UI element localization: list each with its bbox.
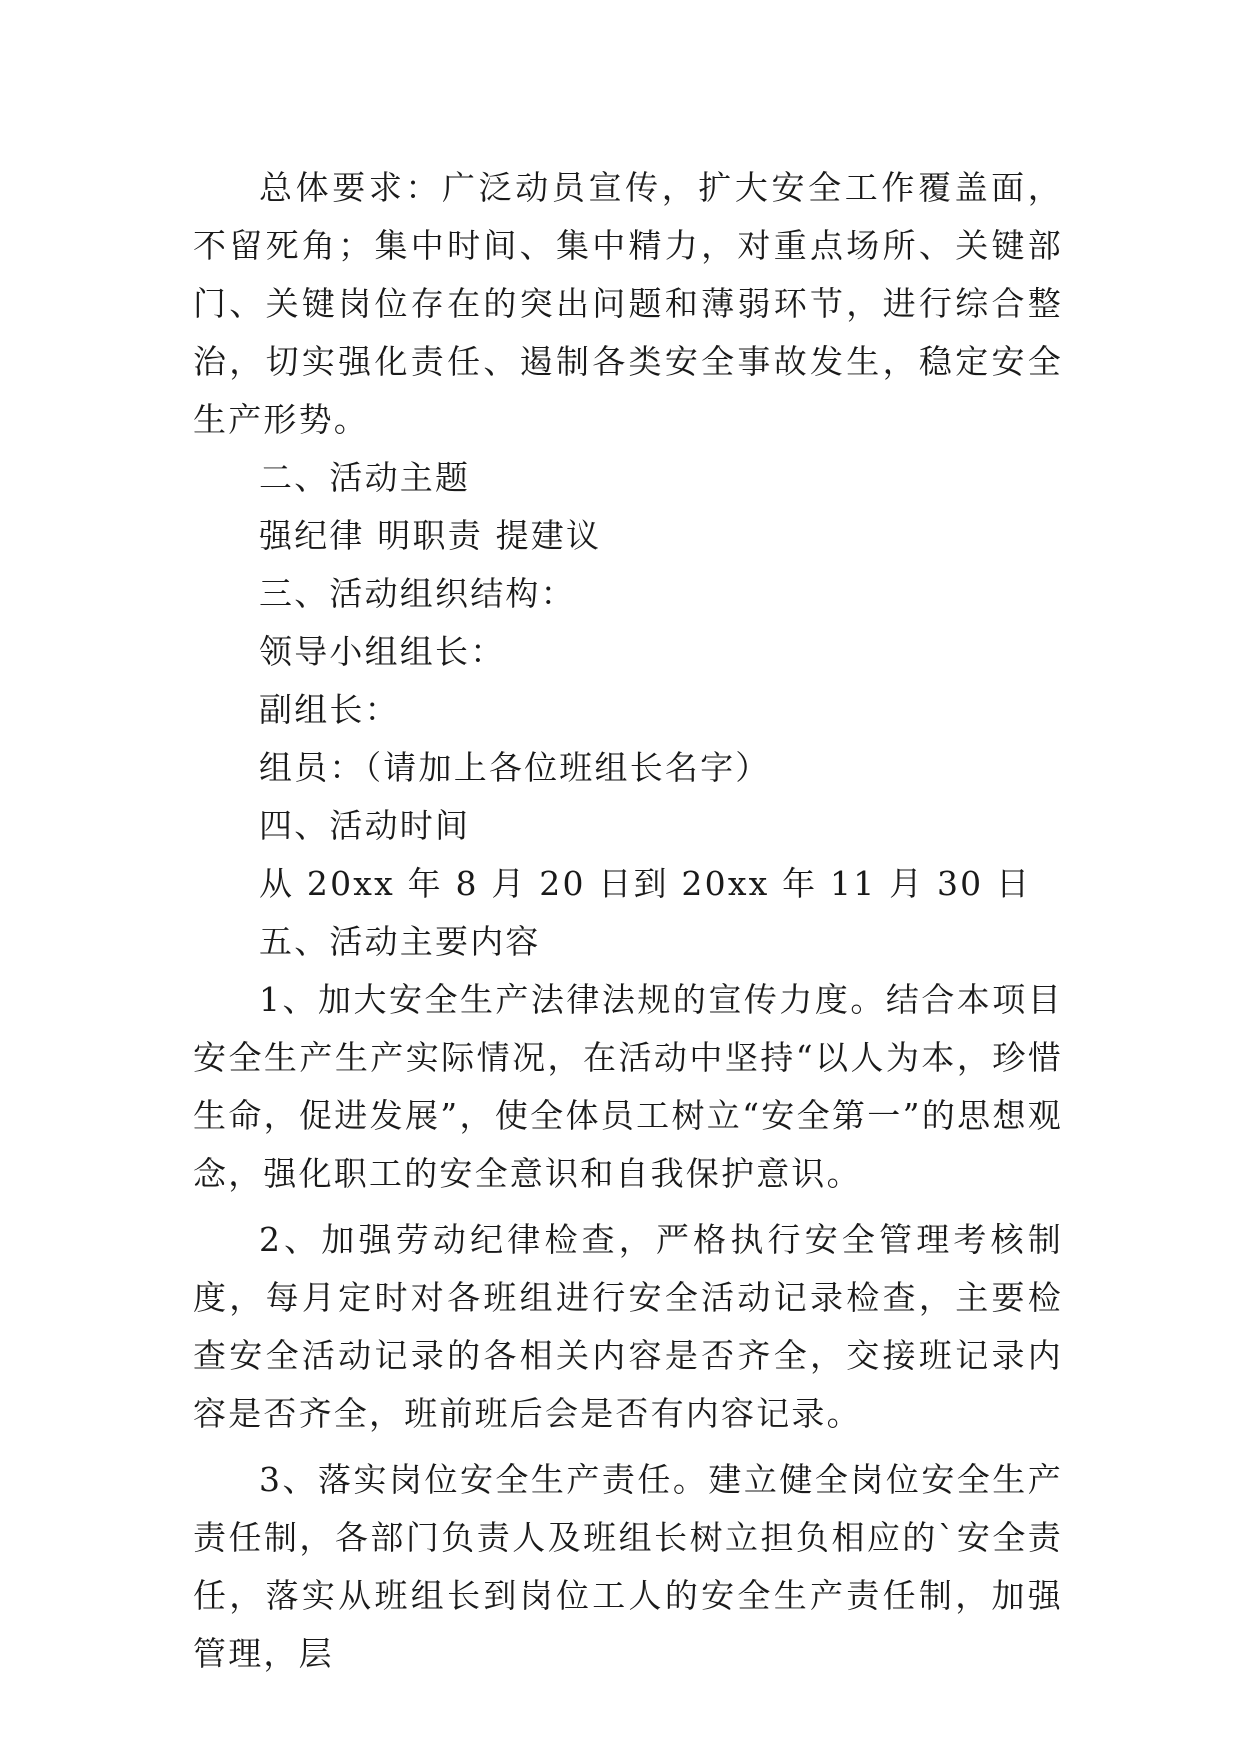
deputy-leader-line: 副组长： [259,690,400,729]
content-item-1: 1、加大安全生产法律法规的宣传力度。结合本项目安全生产生产实际情况，在活动中坚持“以人为本，珍惜生命，促进发展”，使全体员工树立“安全第一”的思想观念，强化职工的安全意识和自我保护意识。 [193,980,1063,1193]
activity-period-text: 从 20xx 年 8 月 20 日到 20xx 年 11 月 30 日 [259,864,1032,903]
content-item-2: 2、加强劳动纪律检查，严格执行安全管理考核制度，每月定时对各班组进行安全活动记录检查，主要检查安全活动记录的各相关内容是否齐全，交接班记录内容是否齐全，班前班后会是否有内容记录。 [193,1220,1063,1433]
team-members-line: 组员：（请加上各位班组长名字） [259,748,771,787]
section-3-heading: 三、活动组织结构： [259,574,576,613]
content-item-3: 3、落实岗位安全生产责任。建立健全岗位安全生产责任制，各部门负责人及班组长树立担负相应的`安全责任，落实从班组长到岗位工人的安全生产责任制，加强管理，层 [193,1460,1063,1673]
overall-requirements-paragraph: 总体要求：广泛动员宣传，扩大安全工作覆盖面，不留死角；集中时间、集中精力，对重点场所、关键部门、关键岗位存在的突出问题和薄弱环节，进行综合整治，切实强化责任、遏制各类安全事故发生，稳定安全生产形势。 [193,168,1063,439]
section-5-heading: 五、活动主要内容 [259,922,541,961]
section-4-heading: 四、活动时间 [259,806,471,845]
document-page [193,159,1063,1683]
section-2-heading: 二、活动主题 [259,458,471,497]
team-leader-line: 领导小组组长： [259,632,506,671]
activity-theme-text: 强纪律 明职责 提建议 [259,516,602,555]
